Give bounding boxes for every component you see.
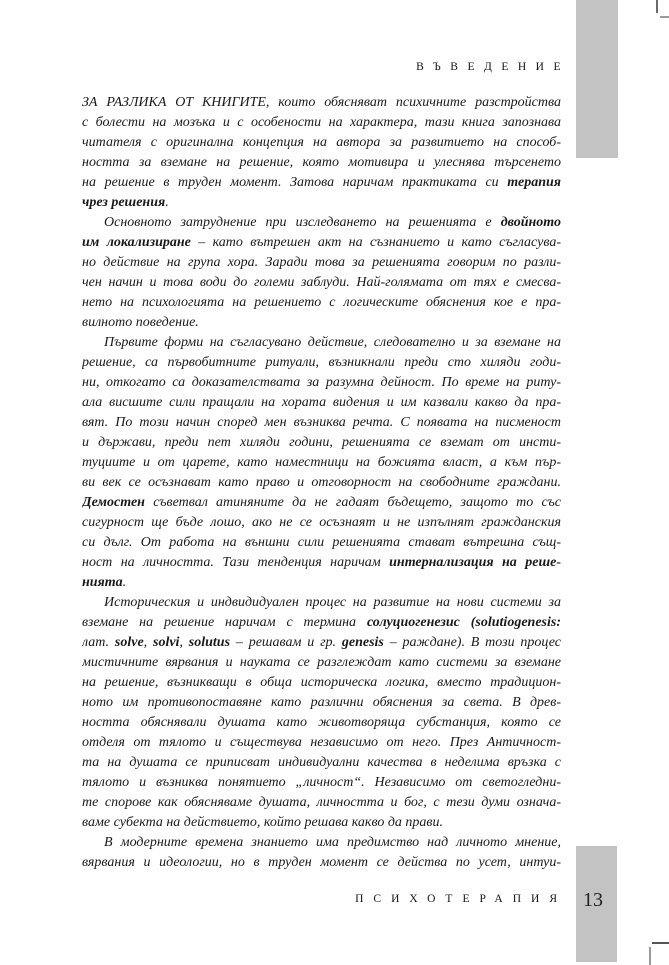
- text-segment: Основното затруднение при изследването на решенията е: [104, 215, 501, 230]
- text-segment: нето на психологията на решението с логическите обяснения кое е пра-: [82, 295, 561, 310]
- page-number: 13: [583, 889, 603, 911]
- bold-text-segment: solvi: [153, 635, 180, 650]
- text-segment: решение, са първобитните ритуали, възникнали преди сто хиляди годи-: [82, 355, 561, 370]
- text-segment: вземане на решение наричам с термина: [82, 615, 367, 630]
- text-segment: на решение в труден момент. Затова наричам практиката си: [82, 175, 508, 190]
- body-text: [82, 93, 561, 873]
- text-line: [82, 453, 561, 473]
- bold-text-segment: чрез решения: [82, 195, 166, 210]
- text-line: [82, 493, 561, 513]
- text-line: [82, 273, 561, 293]
- text-segment: туциите и от царете, като наместници на божията власт, а към пър-: [82, 455, 561, 470]
- text-line: [82, 613, 561, 633]
- text-line: [82, 693, 561, 713]
- text-segment: .: [165, 195, 169, 210]
- running-header: ВЪВЕДЕНИЕ: [416, 61, 570, 73]
- text-line: [82, 633, 561, 653]
- text-line: [82, 573, 561, 593]
- text-segment: читателя с оригинална концепция на автора за развитието на способ-: [82, 135, 561, 150]
- text-segment: си дълг. От работа на външни сили решенията стават вътрешна същ-: [82, 535, 561, 550]
- text-segment: и държави, преди пет хиляди години, решенията се вземат от инсти-: [82, 435, 561, 450]
- paragraph: [82, 833, 561, 873]
- crop-mark-vertical: [649, 947, 651, 965]
- text-segment: те спорове как обясняваме душата, личността и бог, с тези думи означа-: [82, 795, 561, 810]
- bold-text-segment: интернализация на реше-: [389, 555, 561, 570]
- margin-tab-top: [576, 0, 618, 158]
- text-segment: ността обяснявали душата като животворяща субстанция, която се: [82, 715, 561, 730]
- text-line: [82, 473, 561, 493]
- text-line: [82, 813, 561, 833]
- text-line: [82, 433, 561, 453]
- text-segment: мистичните вярвания и науката се разглеждат като системи за вземане: [82, 655, 561, 670]
- text-segment: ви век се осъзнават като право и отговорност на свободните граждани.: [82, 475, 561, 490]
- text-line: [82, 153, 561, 173]
- paragraph: [82, 93, 561, 213]
- text-line: [82, 313, 561, 333]
- text-segment: Историческия и индвидидуален процес на развитие на нови системи за: [104, 595, 561, 610]
- bold-text-segment: двойното: [500, 215, 561, 230]
- text-line: [82, 713, 561, 733]
- running-footer: ПСИХОТЕРАПИЯ: [355, 893, 567, 905]
- text-line: [82, 213, 561, 233]
- text-line: [82, 653, 561, 673]
- text-segment: ността за вземане на решение, която мотивира и улеснява търсенето: [82, 155, 561, 170]
- text-segment: ни, откогато са доказателствата за разумна дейност. По време на риту-: [82, 375, 561, 390]
- text-segment: с болести на мозъка и с особености на характера, тази книга запознава: [82, 115, 561, 130]
- text-line: [82, 753, 561, 773]
- text-line: [82, 93, 561, 113]
- text-line: [82, 233, 561, 253]
- text-segment: ното им противопоставяне като различни обяснения за света. В древ-: [82, 695, 561, 710]
- text-line: [82, 513, 561, 533]
- bold-text-segment: solutus: [188, 635, 231, 650]
- text-segment: лат.: [82, 635, 115, 650]
- text-segment: вят. По този начин според мен възниква речта. С появата на писменост: [82, 415, 561, 430]
- bold-text-segment: им локализиране: [82, 235, 191, 250]
- paragraph: [82, 593, 561, 833]
- bold-text-segment: Демостен: [82, 495, 145, 510]
- text-line: [82, 173, 561, 193]
- text-line: [82, 113, 561, 133]
- text-segment: – раждане). В този процес: [383, 635, 561, 650]
- text-segment: чен начин и това води до големи заблуди. Най-голямата от тях е смесва-: [82, 275, 561, 290]
- text-segment: но действие на група хора. Заради това за решенията говорим по разли-: [82, 255, 561, 270]
- bold-text-segment: солуциогенезис (solutiogenesis:: [366, 615, 561, 630]
- text-segment: съветвал атиняните да не гадаят бъдещето, защото то със: [144, 495, 561, 510]
- bold-text-segment: genesis: [341, 635, 384, 650]
- text-line: [82, 773, 561, 793]
- paragraph: [82, 333, 561, 593]
- text-line: [82, 353, 561, 373]
- text-line: [82, 253, 561, 273]
- text-line: [82, 373, 561, 393]
- text-line: [82, 833, 561, 853]
- text-segment: вярвания и идеологии, но в труден момент се действа по усет, интуи-: [82, 855, 561, 870]
- bold-text-segment: терапия: [507, 175, 561, 190]
- text-line: [82, 853, 561, 873]
- crop-mark-horizontal: [660, 16, 669, 18]
- paragraph: [82, 213, 561, 333]
- text-line: [82, 333, 561, 353]
- text-segment: сигурност ще бъде лошо, ако не се осъзнаят и не изпълнят гражданския: [82, 515, 561, 530]
- bold-text-segment: нията: [82, 575, 123, 590]
- text-line: [82, 133, 561, 153]
- text-segment: .: [122, 575, 127, 590]
- crop-mark-vertical: [656, 0, 658, 13]
- text-segment: ,: [143, 635, 153, 650]
- text-segment: – решавам и гр.: [230, 635, 342, 650]
- text-line: [82, 593, 561, 613]
- text-line: [82, 193, 561, 213]
- text-line: [82, 553, 561, 573]
- text-line: [82, 673, 561, 693]
- text-segment: ,: [179, 635, 189, 650]
- text-segment: ност на личността. Тази тенденция наричам: [82, 555, 390, 570]
- text-line: [82, 793, 561, 813]
- text-segment: тялото и възниква понятието „личност“. Независимо от светогледни-: [82, 775, 561, 790]
- text-line: [82, 293, 561, 313]
- text-line: [82, 393, 561, 413]
- text-segment: Първите форми на съгласувано действие, следователно и за вземане на: [104, 335, 561, 350]
- text-segment: ваме субекта на действието, който решава какво да прави.: [82, 815, 444, 830]
- text-segment: та на душата се приписват индивидуални качества в неделима връзка с: [82, 755, 561, 770]
- text-segment: В модерните времена знанието има предимство над личното мнение,: [104, 835, 561, 850]
- text-segment: отделя от тялото и съществува независимо от него. През Античност-: [82, 735, 561, 750]
- text-line: [82, 533, 561, 553]
- text-segment: вилното поведение.: [82, 315, 199, 330]
- text-line: [82, 733, 561, 753]
- bold-text-segment: solve: [114, 635, 144, 650]
- text-segment: ЗА РАЗЛИКА ОТ КНИГИТЕ, които обясняват психичните разстройства: [82, 95, 561, 110]
- crop-mark-horizontal: [652, 942, 669, 944]
- text-line: [82, 413, 561, 433]
- text-segment: ала висшите сили пращали на хората видения и им казвали какво да пра-: [82, 395, 561, 410]
- text-segment: на решение, възникващи в обща историческа логика, вместо традицион-: [82, 675, 561, 690]
- text-segment: – като вътрешен акт на съзнанието и като съгласува-: [190, 235, 561, 250]
